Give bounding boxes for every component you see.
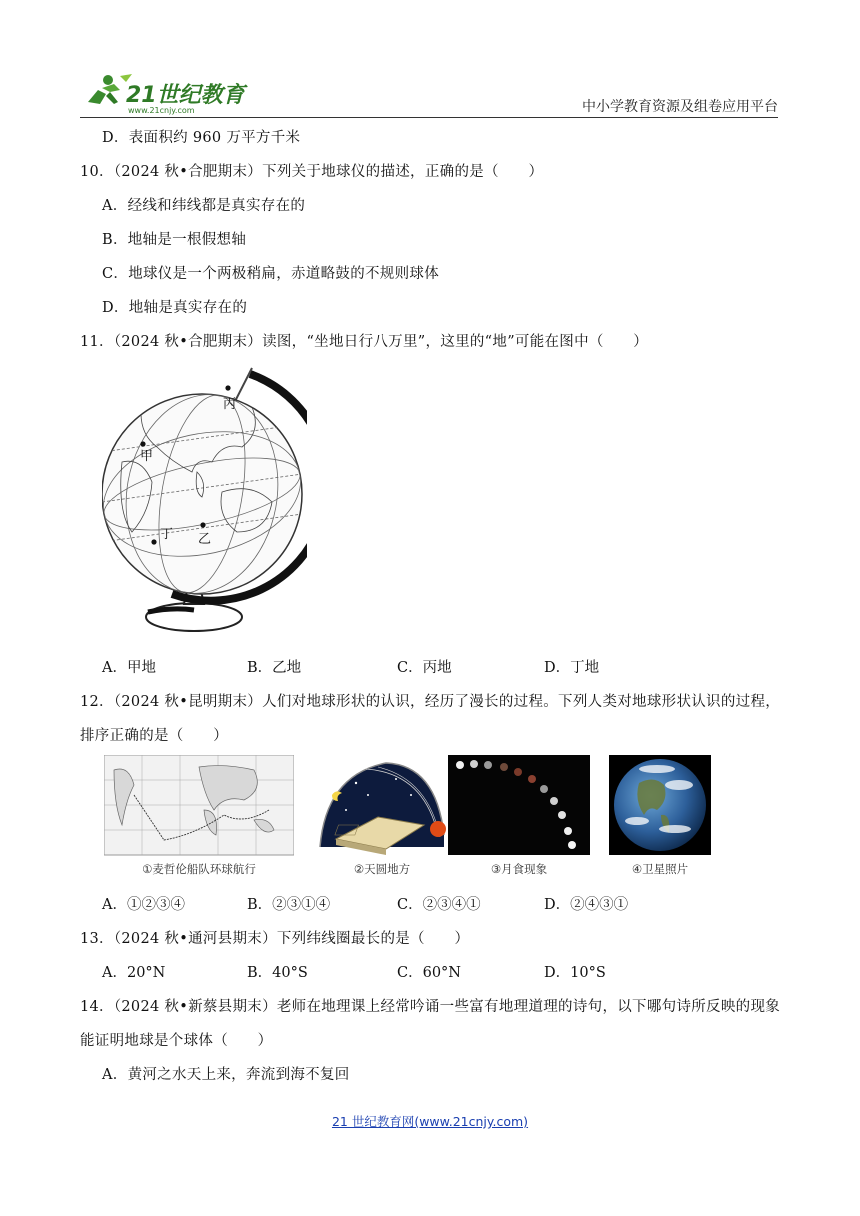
q11-option-c: C．丙地 xyxy=(397,660,452,676)
label-jia: 甲 xyxy=(140,449,154,464)
globe-point-bing xyxy=(223,385,236,412)
q11-option-d: D．丁地 xyxy=(544,660,600,676)
q10-stem: 10．（2024 秋•合肥期末）下列关于地球仪的描述，正确的是（ ） xyxy=(80,164,544,180)
q12-option-a: A．①②③④ xyxy=(102,897,185,913)
footer-link[interactable]: 21 世纪教育网(www.21cnjy.com) xyxy=(331,1114,529,1129)
label-bing: 丙 xyxy=(223,397,237,412)
header-divider xyxy=(80,117,778,118)
q13-option-c: C．60°N xyxy=(397,965,461,981)
logo-url: www.21cnjy.com xyxy=(128,106,195,115)
q12-option-b: B．②③①④ xyxy=(247,897,331,913)
q12-option-c: C．②③④① xyxy=(397,897,481,913)
q10-option-a: A．经线和纬线都是真实存在的 xyxy=(102,198,306,214)
q14-stem-line2: 能证明地球是个球体（ ） xyxy=(80,1033,273,1049)
caption-4: ④卫星照片 xyxy=(631,862,689,876)
q10-option-b: B．地轴是一根假想轴 xyxy=(102,232,247,248)
q13-option-b: B．40°S xyxy=(247,965,308,981)
q12-stem-line2: 排序正确的是（ ） xyxy=(80,728,228,744)
globe-figure xyxy=(102,362,307,637)
q11-option-b: B．乙地 xyxy=(247,660,302,676)
q11-stem: 11．（2024 秋•合肥期末）读图，“坐地日行八万里”，这里的“地”可能在图中（ ） xyxy=(80,334,649,350)
footer xyxy=(0,1112,860,1130)
label-ding: 丁 xyxy=(160,527,174,542)
lunar-eclipse-image xyxy=(448,755,590,879)
q9-option-d: D．表面积约 960 万平方千米 xyxy=(102,130,301,146)
q13-stem: 13．（2024 秋•通河县期末）下列纬线圈最长的是（ ） xyxy=(80,931,470,947)
magellan-voyage-map xyxy=(104,755,294,879)
q10-option-c: C．地球仪是一个两极稍扁，赤道略鼓的不规则球体 xyxy=(102,266,439,282)
label-yi: 乙 xyxy=(198,532,212,547)
q14-option-a: A．黄河之水天上来，奔流到海不复回 xyxy=(102,1067,350,1083)
q11-option-a: A．甲地 xyxy=(102,660,156,676)
q12-stem-line1: 12．（2024 秋•昆明期末）人们对地球形状的认识，经历了漫长的过程。下列人类对地球形状认识的过程， xyxy=(80,694,781,710)
caption-3: ③月食现象 xyxy=(490,862,548,876)
caption-2: ②天圆地方 xyxy=(353,862,411,876)
q14-stem-line1: 14．（2024 秋•新蔡县期末）老师在地理课上经常吟诵一些富有地理道理的诗句，以下哪句诗所反映的现象 xyxy=(80,999,781,1015)
header-platform-name: 中小学教育资源及组卷应用平台 xyxy=(582,99,778,115)
satellite-photo-image xyxy=(609,755,711,879)
q10-option-d: D．地轴是真实存在的 xyxy=(102,300,248,316)
q13-option-d: D．10°S xyxy=(544,965,606,981)
caption-1: ①麦哲伦船队环球航行 xyxy=(142,862,256,876)
round-sky-square-earth-image xyxy=(316,755,448,879)
globe-sphere xyxy=(102,394,302,594)
q12-option-d: D．②④③① xyxy=(544,897,629,913)
q13-option-a: A．20°N xyxy=(102,965,166,981)
logo-text: 21世纪教育 xyxy=(126,83,245,108)
site-logo xyxy=(80,68,250,116)
